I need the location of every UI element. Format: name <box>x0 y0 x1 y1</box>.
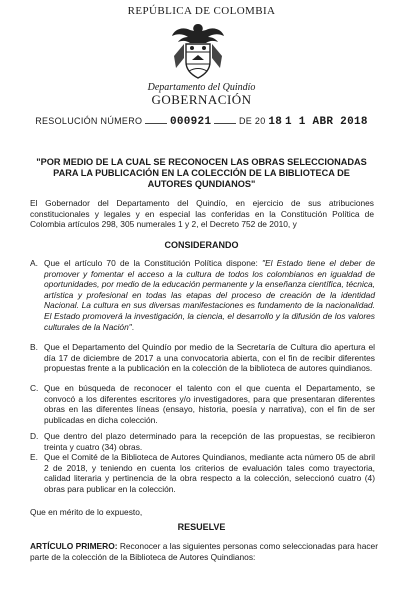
resolution-prefix: RESOLUCIÓN NÚMERO <box>35 116 143 126</box>
en-merito-line: Que en mérito de lo expuesto, <box>30 507 143 517</box>
considerando-heading: CONSIDERANDO <box>164 240 239 250</box>
country-header: REPÚBLICA DE COLOMBIA <box>127 5 276 17</box>
department-name: Departamento del Quindío <box>147 82 256 93</box>
resolution-number: 000921 <box>169 116 212 128</box>
considerando-item-d <box>30 431 375 452</box>
item-letter: C. <box>30 383 39 393</box>
resolution-title: "POR MEDIO DE LA CUAL SE RECONOCEN LAS OBRAS SELECCIONADAS PARA LA PUBLICACIÓN EN LA COLECCIÓN DE LA BIBLIOTECA DE AUTORES QUNDIANOS" <box>36 157 367 189</box>
item-letter: D. <box>30 431 39 441</box>
articulo-primero <box>30 541 378 562</box>
item-text: Que en búsqueda de reconocer el talento con el que cuenta el Departamento, se convocó a los diferentes escritores y/o investigadores, para que presentaran diferentes obras en las diferentes líneas (ensayo, historia, poesía y narrativa), con el fin de ser publicadas en dicha colección. <box>44 383 375 425</box>
item-text: Que el Comité de la Biblioteca de Autores Quindianos, mediante acta número 05 de abril 2 de 2018, y teniendo en cuenta los criterios de evaluación tales como trayectoria, calidad literaria y pertinencia de la obra respecto a la colección, seleccionó cuatro (4) obras para publicar en la colección. <box>44 452 375 494</box>
coat-of-arms-seal <box>170 22 226 82</box>
item-text: Que dentro del plazo determinado para la recepción de las propuestas, se recibieron treinta y cuatro (34) obras. <box>44 431 375 452</box>
resuelve-heading: RESUELVE <box>177 522 226 532</box>
articulo-label: ARTÍCULO PRIMERO: <box>30 541 118 551</box>
item-letter: E. <box>30 452 38 462</box>
resolution-year: 18 <box>268 116 283 128</box>
item-text: Que el Departamento del Quindío por medio de la Secretaría de Cultura dio apertura el día 17 de diciembre de 2017 a una convocatoria abierta, con el fin de recibir diferentes propuestas frente a la publicación en la colección de la biblioteca de autores quindianos. <box>44 342 375 374</box>
blank-line <box>214 115 236 124</box>
considerando-item-c <box>30 383 375 425</box>
resolution-de: DE 20 <box>239 116 266 126</box>
item-letter: A. <box>30 258 38 268</box>
date-stamp: 1 1 ABR 2018 <box>284 116 368 128</box>
resolution-number-line <box>0 115 403 128</box>
considerando-item-b <box>30 342 375 374</box>
item-tail: . <box>131 321 135 332</box>
considerando-item-e <box>30 452 375 494</box>
constitution-quote: "El Estado tiene el deber de promover y fomentar el acceso a la cultura de todos los colombianos en igualdad de oportunidades, por medio de la educación permanente y la enseñanza científica, técnica, artística y profesional en todas las etapas del proceso de creación de la identidad Nacional. La cultura en sus diversas manifestaciones es fundamento de la nacionalidad. El Estado promoverá la investigación, la ciencia, el desarrollo y la difusión de los valores culturales de la Nación" <box>44 258 375 332</box>
item-lead: Que el artículo 70 de la Constitución Política dispone: <box>44 258 263 268</box>
item-letter: B. <box>30 342 38 352</box>
considerando-item-a <box>30 258 375 332</box>
gobernacion-heading: GOBERNACIÓN <box>151 92 252 107</box>
blank-line <box>145 115 167 124</box>
articulo-text: Reconocer a las siguientes personas como seleccionadas para hacer parte de la colección de la Biblioteca de Autores Quindianos: <box>30 541 378 562</box>
intro-paragraph: El Gobernador del Departamento del Quindío, en ejercicio de sus atribuciones constitucionales y legales y en especial las conferidas en la Constitución Política de Colombia artículos 298, 305 numerales 1 y 2, el Decreto 752 de 2010, y <box>30 198 374 230</box>
